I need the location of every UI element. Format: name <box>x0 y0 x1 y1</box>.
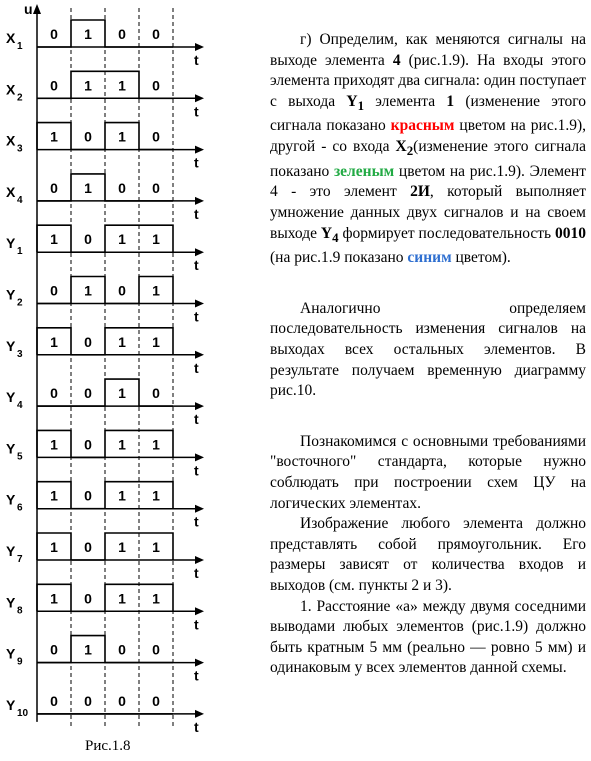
bit-value: 0 <box>118 282 126 299</box>
time-label: t <box>194 411 199 428</box>
bit-value: 0 <box>152 179 160 196</box>
paragraph-pin-distance: 1. Расстояние «а» между двумя соседними выводами любых элементов (рис.1.9) должно быть кратным 5 мм (реально — ровно 5 мм) и одинаковым у всех элементов данной схемы. <box>270 597 586 677</box>
bit-value: 1 <box>152 333 160 350</box>
bit-value: 1 <box>152 539 160 555</box>
bit-value: 0 <box>50 179 58 196</box>
signal-subscript: 8 <box>17 605 23 617</box>
bit-value: 0 <box>50 641 58 658</box>
signal-label: X <box>6 81 16 98</box>
time-label: t <box>194 103 199 120</box>
signal-label: Y <box>6 491 16 508</box>
signal-label: Y <box>6 440 16 457</box>
bit-value: 1 <box>118 333 126 350</box>
signal-label: X <box>6 30 16 46</box>
u-axis-label: u <box>24 1 33 17</box>
bit-value: 1 <box>84 26 92 42</box>
signal-label: X <box>6 132 16 149</box>
bit-value: 0 <box>118 26 126 42</box>
bit-value: 0 <box>84 128 92 145</box>
time-arrow <box>195 43 204 51</box>
time-label: t <box>194 513 199 530</box>
bit-value: 0 <box>118 179 126 196</box>
figure-caption: Рис.1.8 <box>85 738 131 754</box>
bit-value: 0 <box>84 539 92 555</box>
bit-value: 1 <box>118 436 126 453</box>
bit-value: 1 <box>84 77 92 94</box>
signal-label: X <box>6 183 16 200</box>
bit-value: 1 <box>118 385 126 402</box>
red-word: красным <box>390 117 455 135</box>
time-arrow <box>195 659 204 667</box>
bit-value: 1 <box>118 487 126 504</box>
bit-value: 1 <box>118 539 126 555</box>
bit-value: 1 <box>118 590 126 607</box>
bit-value: 0 <box>50 385 58 402</box>
time-label: t <box>194 154 199 171</box>
bit-value: 1 <box>118 231 126 248</box>
bit-value: 1 <box>50 436 58 453</box>
time-arrow <box>195 505 204 513</box>
bit-value: 1 <box>152 487 160 504</box>
time-label: t <box>194 52 199 68</box>
bit-value: 0 <box>84 436 92 453</box>
text-column <box>270 30 586 679</box>
time-arrow <box>195 248 204 256</box>
signal-subscript: 5 <box>17 451 23 463</box>
signal-label: Y <box>6 543 16 559</box>
signal-label: Y <box>6 286 16 303</box>
time-arrow <box>195 402 204 410</box>
bit-value: 0 <box>118 641 126 658</box>
paragraph-similarly: Аналогично определяем последовательность изменения сигналов на выходах всех остальных элементов. В результате получаем временную диаграмму рис.10. <box>270 299 586 400</box>
signal-subscript: 10 <box>17 707 29 719</box>
time-label: t <box>194 462 199 479</box>
bit-value: 1 <box>118 128 126 145</box>
bit-value: 0 <box>84 231 92 248</box>
signal-subscript: 2 <box>17 297 23 309</box>
paragraph-rectangle: Изображение любого элемента должно представлять собой прямоугольник. Его размеры зависят от количества входов и выходов (см. пункты 2 и 3). <box>270 515 586 594</box>
time-arrow <box>195 197 204 205</box>
bit-value: 1 <box>84 282 92 299</box>
time-arrow <box>195 556 204 564</box>
u-axis-arrow <box>33 4 41 14</box>
signal-label: Y <box>6 645 16 662</box>
time-arrow <box>195 607 204 615</box>
bit-value: 0 <box>84 487 92 504</box>
bit-value: 1 <box>50 590 58 607</box>
green-word: зеленым <box>333 162 395 180</box>
signal-label: Y <box>6 235 16 252</box>
bit-value: 0 <box>84 590 92 607</box>
bit-value: 0 <box>118 692 126 709</box>
paragraph-element-4: г) Определим, как меняются сигналы на выходе элемента 4 (рис.1.9). На входы этого элемента приходят два сигнала: один поступает с выхода $Y_1$ элемента 1 (изменение этого сигнала показано красным цветом на рис.1.9), другой - со входа $X_2(изменение$ этого сигнала показано зеленым цветом на рис.1.9). Элемент 4 - это элемент 2И, который выполняет умножение данных двух сигналов и на своем выходе $Y_4$ формирует последовательность 0010 (на рис.1.9 показано синим цветом). <box>270 31 587 267</box>
signal-label: Y <box>6 389 16 406</box>
signal-subscript: 7 <box>17 554 23 565</box>
bit-value: 0 <box>152 385 160 402</box>
bit-value: 1 <box>50 231 58 248</box>
time-label: t <box>194 257 199 274</box>
paragraph-standard: Познакомимся с основными требованиями "восточного" стандарта, которые нужно соблюдать при построении схем ЦУ на логических элементах. <box>270 432 586 512</box>
time-label: t <box>194 205 199 222</box>
signal-subscript: 6 <box>17 502 23 514</box>
signal-subscript: 3 <box>17 348 23 360</box>
bit-value: 1 <box>118 77 126 94</box>
bit-value: 0 <box>50 692 58 709</box>
bit-value: 0 <box>50 26 58 42</box>
time-label: t <box>194 718 199 735</box>
bit-value: 1 <box>84 641 92 658</box>
bit-value: 0 <box>84 385 92 402</box>
time-arrow <box>195 146 204 154</box>
time-label: t <box>194 565 199 581</box>
bit-value: 1 <box>50 487 58 504</box>
time-arrow <box>195 710 204 718</box>
time-label: t <box>194 308 199 325</box>
time-label: t <box>194 616 199 633</box>
signal-subscript: 1 <box>17 41 23 52</box>
timing-diagram <box>0 0 260 740</box>
bit-value: 0 <box>152 692 160 709</box>
bit-value: 0 <box>84 333 92 350</box>
time-label: t <box>194 359 199 376</box>
time-label: t <box>194 667 199 684</box>
bit-value: 1 <box>50 128 58 145</box>
blue-word: синим <box>407 249 452 267</box>
signal-subscript: 9 <box>17 656 23 668</box>
bit-value: 0 <box>152 641 160 658</box>
time-arrow <box>195 453 204 461</box>
signal-subscript: 2 <box>17 92 23 104</box>
signal-subscript: 4 <box>17 400 23 412</box>
signal-subscript: 1 <box>17 246 23 258</box>
signal-label: Y <box>6 594 16 611</box>
time-arrow <box>195 94 204 102</box>
signal-subscript: 3 <box>17 143 23 155</box>
bit-value: 0 <box>152 26 160 42</box>
bit-value: 1 <box>152 282 160 299</box>
signal-label: Y <box>6 337 16 354</box>
signal-label: Y <box>6 696 16 713</box>
bit-value: 0 <box>152 77 160 94</box>
bit-value: 1 <box>152 231 160 248</box>
bit-value: 0 <box>84 692 92 709</box>
bit-value: 1 <box>50 539 58 555</box>
bit-value: 1 <box>152 590 160 607</box>
time-arrow <box>195 351 204 359</box>
bit-value: 1 <box>152 436 160 453</box>
bit-value: 0 <box>50 77 58 94</box>
bit-value: 1 <box>50 333 58 350</box>
bit-value: 0 <box>50 282 58 299</box>
time-arrow <box>195 300 204 308</box>
bit-value: 0 <box>152 128 160 145</box>
bit-value: 1 <box>84 179 92 196</box>
signal-subscript: 4 <box>17 194 23 206</box>
